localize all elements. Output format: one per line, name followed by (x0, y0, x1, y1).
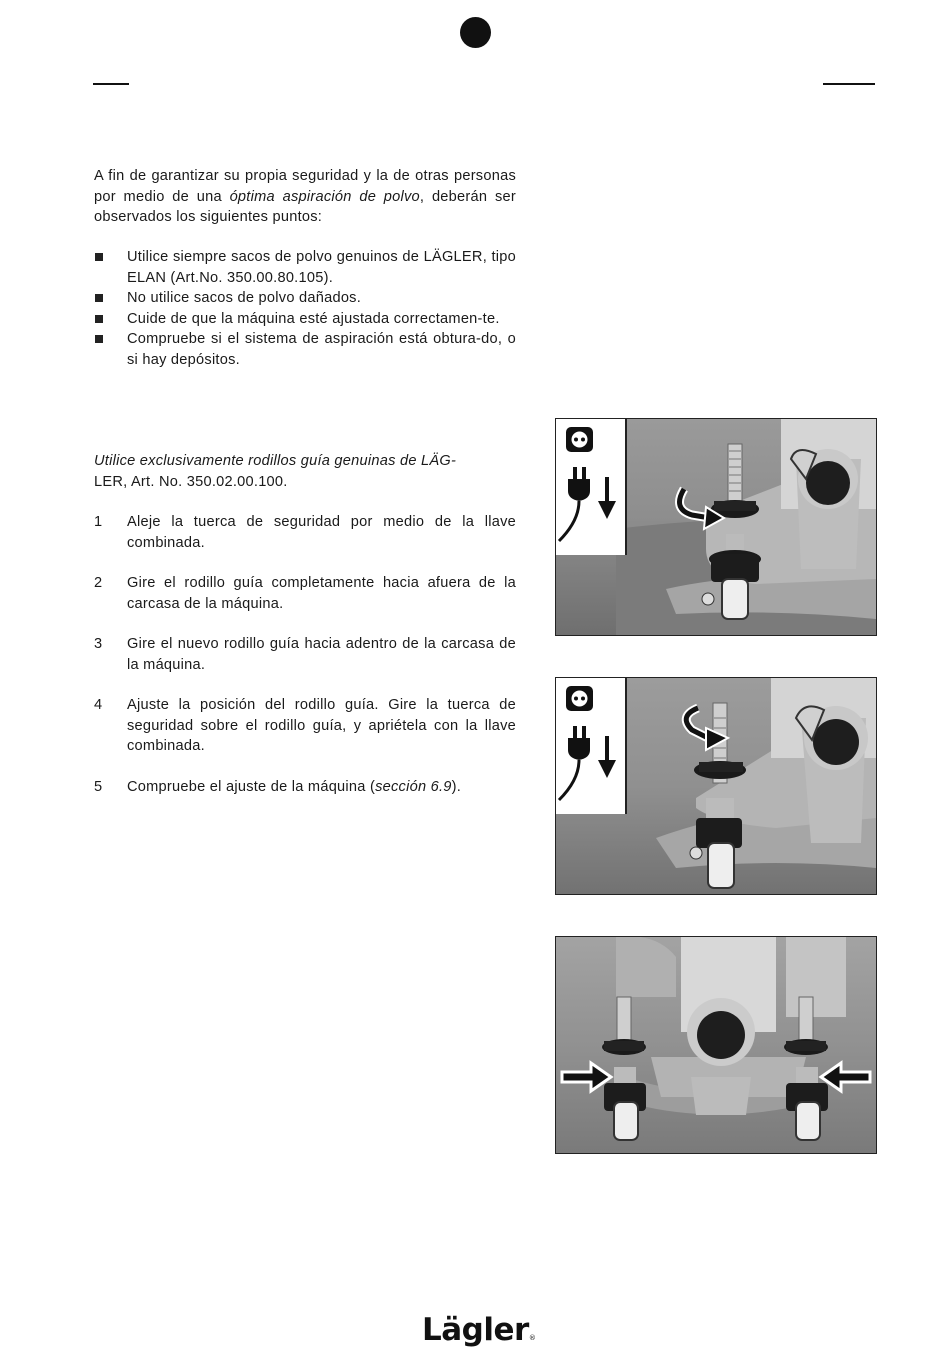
bullet-icon (95, 294, 103, 302)
list-item: Cuide de que la máquina esté ajustada correctamen-te. (94, 309, 516, 330)
step-text: Ajuste la posición del rodillo guía. Gire la tuerca de seguridad sobre el rodillo guía, y apriétela con la llave combinada. (127, 697, 516, 754)
dust-intro (94, 166, 516, 228)
lagler-logo: Lägler® (422, 1312, 536, 1348)
step-item (94, 573, 516, 614)
step-number: 3 (94, 636, 103, 652)
header-circle-marker (460, 17, 491, 48)
dust-bullet-list (94, 247, 516, 370)
step-item (94, 695, 516, 757)
dust-intro-text: A fin de garantizar su propia seguridad y la de otras personas por medio de una (94, 168, 516, 205)
header-rule-left (93, 83, 129, 85)
bullet-icon (95, 315, 103, 323)
step-number: 2 (94, 575, 103, 591)
list-item: No utilice sacos de polvo dañados. (94, 288, 516, 309)
step-text: Compruebe el ajuste de la máquina (sección 6.9). (127, 778, 462, 795)
step-text: Aleje la tuerca de seguridad por medio de la llave combinada. (127, 514, 516, 551)
step-item (94, 777, 516, 798)
figure-adjust-rollers (555, 936, 877, 1154)
guide-roller-steps (94, 512, 516, 817)
list-item: Compruebe si el sistema de aspiración está obtura-do, o si hay depósitos. (94, 329, 516, 370)
header-rule-right (823, 83, 875, 85)
guide-roller-intro-emphasis: Utilice exclusivamente rodillos guía genuinas de LÄG- (94, 453, 457, 469)
step-item (94, 512, 516, 553)
step-number: 4 (94, 697, 103, 713)
step-text: Gire el rodillo guía completamente hacia afuera de la carcasa de la máquina. (127, 575, 516, 612)
dust-intro-emphasis: óptima aspiración de polvo (229, 188, 420, 205)
bullet-icon (95, 253, 103, 261)
step-number: 1 (94, 514, 103, 530)
figure-insert-roller (555, 677, 877, 895)
step-text: Gire el nuevo rodillo guía hacia adentro de la carcasa de la máquina. (127, 636, 516, 673)
step-number: 5 (94, 778, 103, 795)
list-item: Utilice siempre sacos de polvo genuinos de LÄGLER, tipo ELAN (Art.No. 350.00.80.105). (94, 247, 516, 288)
bullet-icon (95, 335, 103, 343)
step-item (94, 634, 516, 675)
guide-roller-intro (94, 451, 516, 492)
guide-roller-intro-rest: LER, Art. No. 350.02.00.100. (94, 473, 288, 490)
figure-remove-roller (555, 418, 877, 636)
dust-intro-suffix: , deberán ser observados los siguientes puntos: (94, 188, 516, 225)
